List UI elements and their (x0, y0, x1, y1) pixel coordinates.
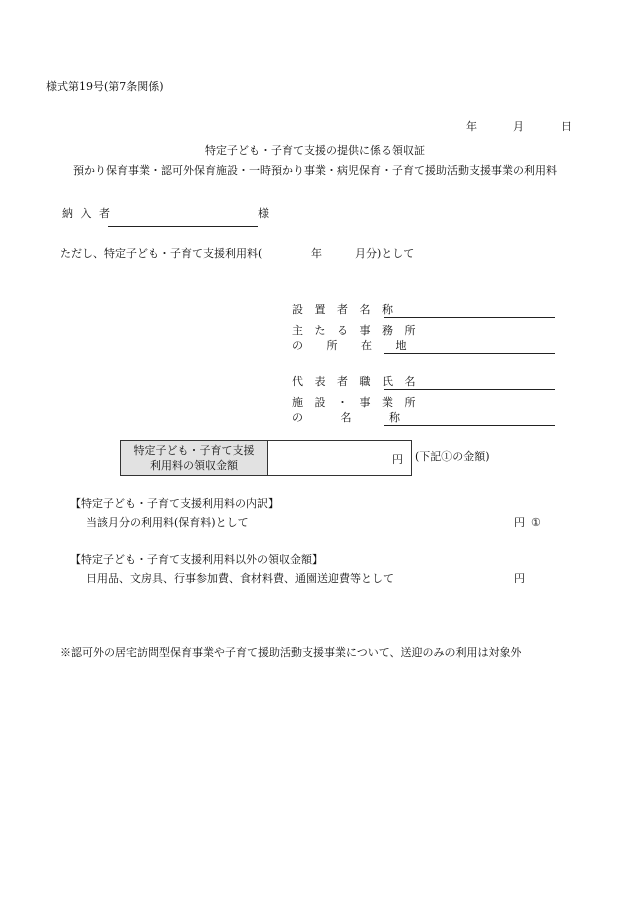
founder-name-label: 設 置 者 名 称 (292, 303, 397, 316)
representative-label: 代 表 者 職 氏 名 (292, 375, 420, 388)
amount-box-label-line2: 利用料の領収金額 (150, 459, 238, 472)
founder-name-underline[interactable] (384, 317, 555, 318)
document-subtitle: 預かり保育事業・認可外保育施設・一時預かり事業・病児保育・子育て援助活動支援事業の利用料 (73, 164, 557, 177)
office-address-label-1: 主 た る 事 務 所 (292, 324, 420, 337)
proviso-year: 年 (311, 247, 322, 260)
payer-suffix: 様 (258, 207, 269, 220)
breakdown-heading: 【特定子ども・子育て支援利用料の内訳】 (70, 497, 279, 510)
payer-label: 納 入 者 (62, 207, 112, 220)
footnote: ※認可外の居宅訪問型保育事業や子育て援助活動支援事業について、送迎のみの利用は対象外 (60, 646, 522, 659)
facility-name-underline[interactable] (384, 425, 555, 426)
form-number: 様式第19号(第7条関係) (46, 80, 164, 93)
date-month-label: 月 (513, 120, 524, 133)
facility-name-label-2: の 名 称 (292, 411, 404, 424)
payer-underline[interactable] (108, 226, 258, 227)
office-address-underline[interactable] (384, 353, 555, 354)
date-year-label: 年 (466, 120, 477, 133)
office-address-label-2: の 所 在 地 (292, 339, 411, 352)
amount-box-label-line1: 特定子ども・子育て支援 (133, 444, 255, 457)
amount-box (120, 440, 412, 476)
proviso-month-suffix: 月分)として (355, 247, 415, 260)
other-item: 日用品、文房具、行事参加費、食材料費、通園送迎費等として (86, 572, 394, 585)
facility-name-label-1: 施 設 ・ 事 業 所 (292, 396, 420, 409)
amount-box-label (121, 441, 268, 475)
date-day-label: 日 (561, 120, 572, 133)
breakdown-circled-1: ① (531, 516, 541, 529)
breakdown-yen: 円 (514, 516, 525, 529)
representative-underline[interactable] (384, 389, 555, 390)
amount-box-yen: 円 (392, 453, 403, 466)
proviso-prefix: ただし、特定子ども・子育て支援利用料( (60, 247, 263, 260)
other-yen: 円 (514, 572, 525, 585)
breakdown-item: 当該月分の利用料(保育料)として (86, 516, 249, 529)
amount-box-note: (下記①の金額) (415, 450, 490, 463)
other-heading: 【特定子ども・子育て支援利用料以外の領収金額】 (70, 553, 323, 566)
document-title: 特定子ども・子育て支援の提供に係る領収証 (205, 144, 425, 157)
